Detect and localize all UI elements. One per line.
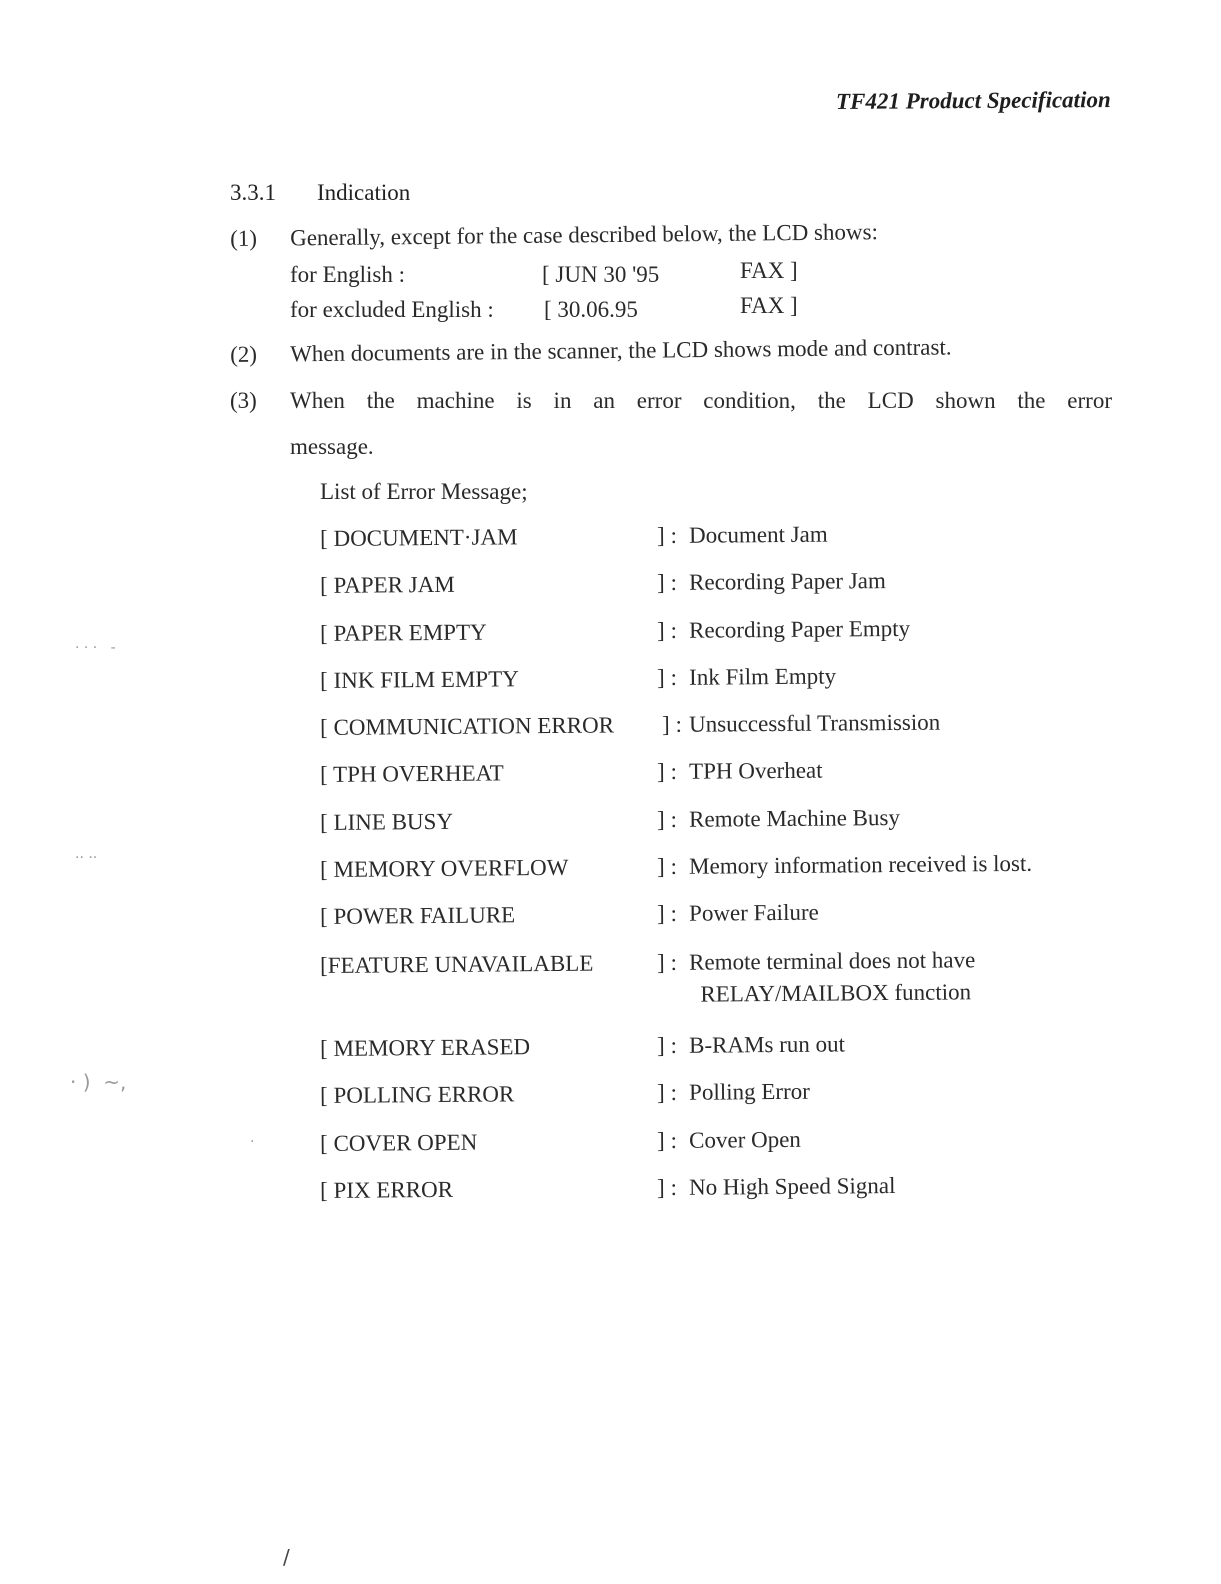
error-description: No High Speed Signal (688, 1172, 896, 1200)
error-description: Document Jam (688, 521, 828, 548)
error-code: [ LINE BUSY (320, 808, 454, 835)
section-title: Indication (317, 180, 411, 205)
error-description: Remote terminal does not have (688, 947, 976, 975)
error-description: Unsuccessful Transmission (688, 709, 941, 737)
error-separator: ] : (656, 569, 678, 596)
error-separator: ] : (656, 522, 678, 549)
error-code: [ INK FILM EMPTY (320, 666, 519, 693)
scan-speck: · ) ~, (70, 1070, 127, 1094)
lcd-label: for excluded English : (290, 297, 494, 322)
paragraph-3-text: When the machine is in an error condition, the LCD shown the error (290, 388, 1112, 413)
error-separator: ] : (656, 1127, 678, 1154)
error-separator: ] : (656, 1174, 678, 1201)
paragraph-1-marker: (1) (230, 225, 258, 251)
scan-speck: · (250, 1134, 255, 1150)
error-description: Ink Film Empty (688, 663, 837, 690)
lcd-date: [ 30.06.95 (544, 297, 638, 322)
error-code: [FEATURE UNAVAILABLE (320, 950, 594, 978)
error-description: Recording Paper Empty (688, 615, 911, 643)
paragraph-1-text: Generally, except for the case described below, the LCD shows: (289, 219, 879, 251)
error-description: Memory information received is lost. (688, 850, 1033, 879)
error-code: [ PIX ERROR (320, 1176, 454, 1203)
paragraph-3-continuation: message. (290, 434, 374, 459)
paragraph-3-marker: (3) (230, 388, 257, 413)
error-description: Recording Paper Jam (688, 568, 886, 595)
page-header-title: TF421 Product Specification (836, 87, 1112, 114)
error-separator: ] : (656, 664, 678, 691)
error-separator: ] : (656, 617, 678, 644)
paragraph-2-text: When documents are in the scanner, the LCD shows mode and contrast. (289, 334, 952, 367)
error-description: Cover Open (688, 1126, 801, 1153)
section-heading (230, 180, 410, 206)
error-description: Remote Machine Busy (688, 804, 900, 832)
error-separator: ] : (656, 1032, 678, 1059)
scan-speck: / (283, 1545, 290, 1569)
error-description-continued: RELAY/MAILBOX function (700, 979, 972, 1007)
error-code: [ DOCUMENT·JAM (320, 524, 518, 551)
lcd-mode: FAX ] (740, 258, 798, 283)
lcd-line-excluded-english (290, 293, 798, 323)
error-code: [ MEMORY OVERFLOW (320, 854, 569, 882)
error-code: [ PAPER EMPTY (320, 619, 487, 646)
error-description: Polling Error (688, 1078, 810, 1105)
lcd-label: for English : (290, 262, 405, 287)
error-separator: ] : (656, 900, 678, 927)
error-description: Power Failure (688, 899, 819, 926)
error-code: [ POWER FAILURE (320, 902, 516, 929)
error-separator: ] : (656, 1079, 678, 1106)
paragraph-2-marker: (2) (230, 341, 258, 367)
error-description: B-RAMs run out (688, 1031, 846, 1058)
error-list-title: List of Error Message; (320, 479, 528, 504)
error-separator: ] : (656, 806, 678, 833)
scan-speck: ·· ·· (75, 850, 98, 866)
error-code: [ TPH OVERHEAT (320, 760, 504, 787)
scan-speck: · · · - (75, 640, 116, 656)
error-separator: ] : (661, 711, 683, 738)
error-code: [ MEMORY ERASED (320, 1034, 531, 1061)
lcd-line-english (290, 258, 798, 288)
error-separator: ] : (656, 758, 678, 785)
lcd-mode: FAX ] (740, 293, 798, 318)
error-separator: ] : (656, 949, 678, 976)
section-number: 3.3.1 (230, 180, 276, 205)
error-description: TPH Overheat (688, 757, 823, 784)
lcd-date: [ JUN 30 '95 (542, 262, 660, 287)
error-separator: ] : (656, 853, 678, 880)
error-code: [ PAPER JAM (320, 571, 455, 598)
error-code: [ COVER OPEN (320, 1129, 478, 1156)
error-code: [ COMMUNICATION ERROR (320, 712, 615, 740)
error-code: [ POLLING ERROR (320, 1081, 515, 1108)
